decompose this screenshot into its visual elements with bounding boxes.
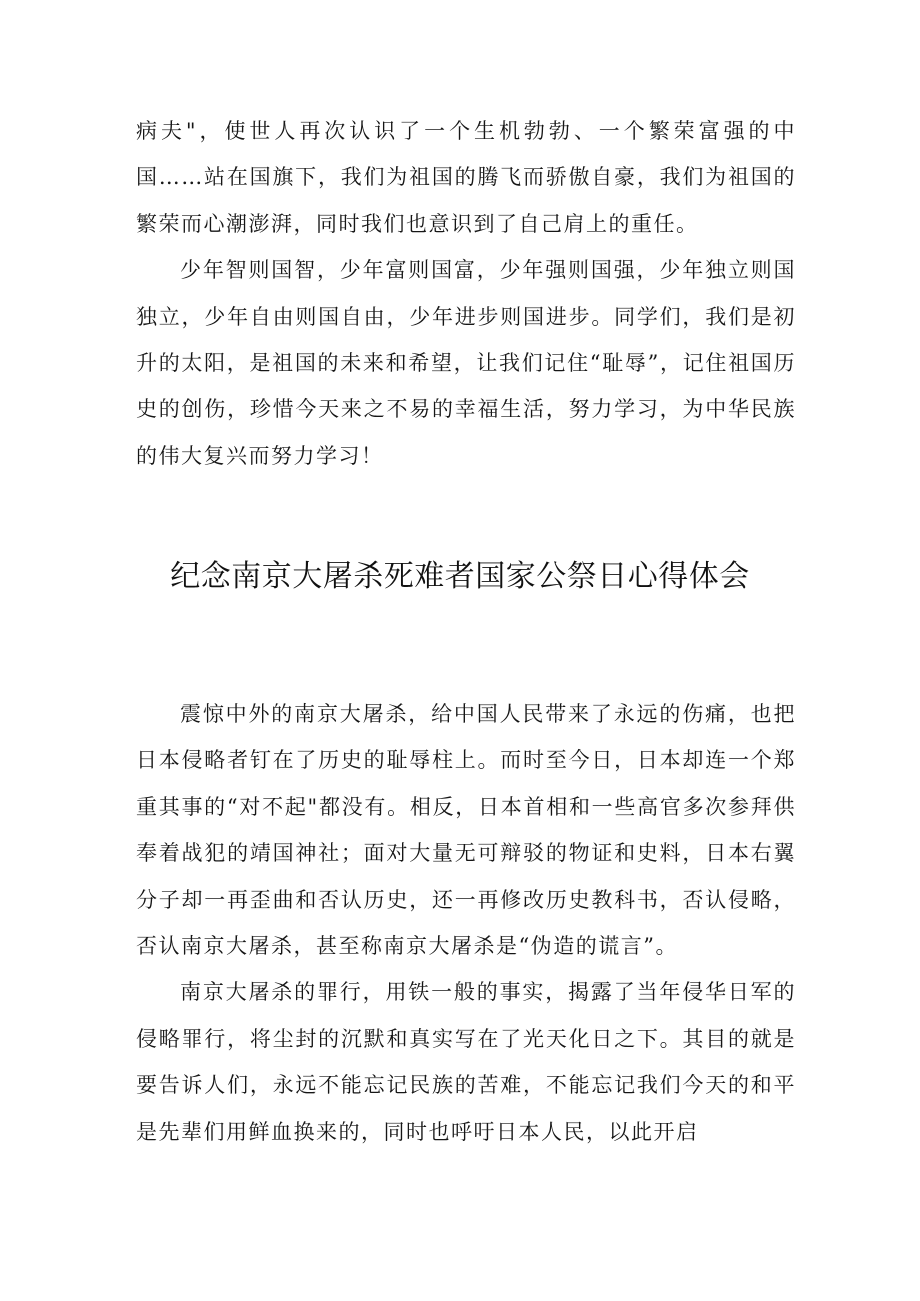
article-body [136, 691, 796, 1155]
article-title: 纪念南京大屠杀死难者国家公祭日心得体会 [170, 559, 750, 594]
previous-article-continuation [136, 108, 796, 479]
paragraph-youth-strength: 少年智则国智，少年富则国富，少年强则国强，少年独立则国独立，少年自由则国自由，少年进步则国进步。同学们，我们是初升的太阳，是祖国的未来和希望，让我们记住“耻辱”，记住祖国历史的创伤，珍惜今天来之不易的幸福生活，努力学习，为中华民族的伟大复兴而努力学习！ [136, 258, 796, 468]
paragraph-nanjing-massacre-shock: 震惊中外的南京大屠杀，给中国人民带来了永远的伤痛，也把日本侵略者钉在了历史的耻辱柱上。而时至今日，日本却连一个郑重其事的“对不起"都没有。相反，日本首相和一些高官多次参拜供奉着战犯的靖国神社；面对大量无可辩驳的物证和史料，日本右翼分子却一再歪曲和否认历史，还一再修改历史教科书，否认侵略，否认南京大屠杀，甚至称南京大屠杀是“伪造的谎言”。 [136, 702, 796, 959]
paragraph-national-flag: 病夫"，使世人再次认识了一个生机勃勃、一个繁荣富强的中国……站在国旗下，我们为祖国的腾飞而骄傲自豪，我们为祖国的繁荣而心潮澎湃，同时我们也意识到了自己肩上的重任。 [136, 119, 796, 236]
paragraph-nanjing-massacre-crimes: 南京大屠杀的罪行，用铁一般的事实，揭露了当年侵华日军的侵略罪行，将尘封的沉默和真实写在了光天化日之下。其目的就是要告诉人们，永远不能忘记民族的苦难，不能忘记我们今天的和平是先辈们用鲜血换来的，同时也呼吁日本人民，以此开启 [136, 980, 796, 1144]
